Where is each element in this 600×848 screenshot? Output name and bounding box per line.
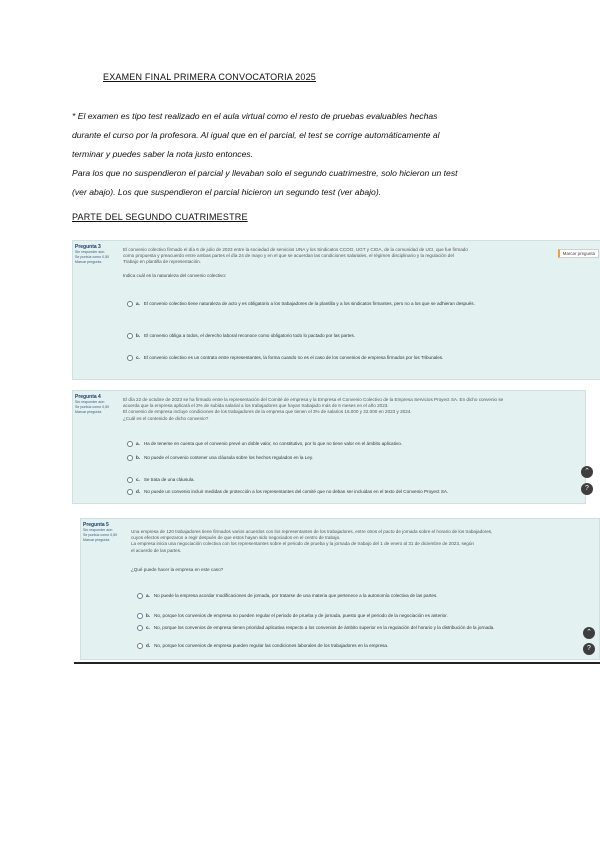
question-info <box>73 241 117 269</box>
question-prompt: Indica cuál es la naturaleza del convenio colectivo: <box>123 273 227 278</box>
help-button[interactable]: ? <box>583 643 595 655</box>
option-text: Ha de tenerse en cuenta que el convenio prevé un doble valor, no constitutivo, por lo que no tiene valor en el ámbito aplicativo. <box>143 441 403 447</box>
question-body <box>127 519 599 659</box>
flag-question-link[interactable]: Marcar pregunta <box>83 538 110 542</box>
stem-line: La empresa inicia una negociación colectiva con los representantes sobre el periodo de prueba y la jornada de trabajo del 1 de enero al 31 de diciembre de 2023, según <box>131 541 474 547</box>
stem-line: El día 22 de octubre de 2023 se ha firmado entre la representación del Comité de empresa y la Empresa el Convenio Colectivo de la Empresa Servicios Proyect SA. En dicho convenio se <box>123 397 504 402</box>
option-text: No puede el convenio contener una cláusula sobre los hechos regulados en la Ley. <box>144 455 314 461</box>
question-body <box>119 391 585 503</box>
question-card-5 <box>80 518 600 660</box>
question-status: Sin responder aún <box>83 528 113 532</box>
question-card-4 <box>72 390 590 504</box>
question-number: Pregunta 3 <box>75 244 101 250</box>
stem-line: El convenio colectivo firmado el día 6 de julio de 2023 entre la sociedad de servicios UNA y los Sindicatos CCOO, UGT y CIGA, de la comunidad de UCI, que fue firmado <box>123 247 468 252</box>
radio-button[interactable] <box>127 355 133 361</box>
answer-option-a[interactable] <box>127 301 587 307</box>
question-card-3 <box>72 240 600 380</box>
stem-line: como propuesta y preacuerdo entre ambas partes el día 24 de mayo y en el que se acuerdan las condiciones salariales, el régimen disciplinario y la regulación del <box>123 253 454 259</box>
answer-option-d[interactable] <box>137 643 587 649</box>
answer-option-a[interactable] <box>137 593 587 599</box>
option-text: No, porque los convenios de empresa pueden regular las condiciones laborales de los trabajadores en la empresa. <box>154 643 389 649</box>
answer-option-c[interactable] <box>137 625 587 631</box>
question-stem <box>123 247 523 266</box>
option-letter: a. <box>146 593 150 599</box>
answer-option-b[interactable] <box>137 613 587 619</box>
question-info <box>73 391 117 419</box>
question-score: Se puntúa como 0,50 <box>75 255 110 259</box>
intro-line: * El examen es tipo test realizado en el aula virtual como el resto de pruebas evaluables hechas <box>72 111 438 121</box>
stem-line: acuerda que la empresa aplicará el 3% de subida salarial a los trabajadores que hayan trabajado más de 6 meses en el año 2023. <box>123 403 389 409</box>
intro-line: (ver abajo). Los que suspendieron el parcial hicieron un segundo test (ver abajo). <box>72 187 382 197</box>
option-letter: d. <box>136 489 141 495</box>
flag-question-link[interactable]: Marcar pregunta <box>75 260 102 264</box>
question-stem <box>123 397 578 422</box>
question-number: Pregunta 5 <box>83 522 109 528</box>
option-letter: b. <box>146 613 151 619</box>
option-letter: c. <box>146 625 150 631</box>
flag-question-button[interactable]: Marcar pregunta <box>558 249 599 258</box>
option-text: No puede la empresa acordar modificaciones de jornada, por tratarse de una materia que pertenece a la autonomía colectiva de las partes. <box>153 593 438 599</box>
option-letter: b. <box>136 455 141 461</box>
question-prompt: ¿Qué puede hacer la empresa en este caso? <box>131 567 224 572</box>
scroll-up-button[interactable]: ⌃ <box>581 466 593 478</box>
intro-paragraph <box>72 107 532 202</box>
question-body <box>119 241 600 379</box>
radio-button[interactable] <box>137 625 143 631</box>
option-text: No puede un convenio incluir medidas de protección a los representantes del comité que no deban ser incluidas en el texto del Convenio Proyect SA. <box>144 489 449 495</box>
radio-button[interactable] <box>127 301 133 307</box>
option-letter: c. <box>136 355 140 361</box>
option-text: No, porque los convenios de empresa no pueden regular el periodo de prueba y de jornada, puesto que el periodo de la negociación es anterior. <box>154 613 448 619</box>
option-text: Se trata de una cláusula. <box>143 477 195 483</box>
radio-button[interactable] <box>127 489 133 495</box>
question-info <box>81 519 125 547</box>
intro-line: Para los que no suspendieron el parcial y llevaban solo el segundo cuatrimestre, solo hicieron un test <box>72 168 458 178</box>
option-letter: a. <box>136 301 140 307</box>
stem-line: Trabajo en plantilla de representación. <box>123 259 201 265</box>
radio-button[interactable] <box>137 613 143 619</box>
question-score: Se puntúa como 0,50 <box>83 533 118 537</box>
flag-question-link[interactable]: Marcar pregunta <box>75 410 102 414</box>
stem-line: El convenio de empresa incluye condiciones de los trabajadores de la empresa que tienen el 3% de salarios 16.000 y 32.000 en 2023 y 2024. <box>123 409 412 415</box>
answer-option-d[interactable] <box>127 489 567 495</box>
scroll-up-button[interactable]: ⌃ <box>583 627 595 639</box>
question-number: Pregunta 4 <box>75 394 101 400</box>
exam-title: EXAMEN FINAL PRIMERA CONVOCATORIA 2025 <box>103 72 316 82</box>
radio-button[interactable] <box>127 455 133 461</box>
answer-option-a[interactable] <box>127 441 567 447</box>
option-letter: b. <box>136 333 141 339</box>
option-letter: d. <box>146 643 151 649</box>
answer-option-b[interactable] <box>127 333 587 339</box>
option-text: El convenio obliga a todos, el derecho laboral reconoce como obligatorio todo lo pactado por las partes. <box>144 333 356 339</box>
intro-line: durante el curso por la profesora. Al igual que en el parcial, el test se corrige automáticamente al <box>72 130 440 140</box>
option-text: No, porque los convenios de empresa tienen prioridad aplicativa respecto a los convenios de ámbito superior en la regulación del horario y la distribución de la jornada. <box>153 625 495 631</box>
divider <box>74 662 600 664</box>
section-title: PARTE DEL SEGUNDO CUATRIMESTRE <box>72 212 248 222</box>
help-button[interactable]: ? <box>581 483 593 495</box>
option-letter: c. <box>136 477 140 483</box>
stem-line: Una empresa de 120 trabajadores tiene firmados varios acuerdos con los representantes de los trabajadores, entre otros el pacto de jornada sobre el horario de los trabajadores, <box>131 529 493 534</box>
radio-button[interactable] <box>127 333 133 339</box>
question-status: Sin responder aún <box>75 250 105 254</box>
answer-option-c[interactable] <box>127 477 567 483</box>
question-stem <box>131 529 586 554</box>
radio-button[interactable] <box>137 643 143 649</box>
stem-line: cuyos efectos empezaron a regir después de que estos hayan sido negociados en el centro de trabajo. <box>131 535 341 541</box>
option-text: El convenio colectivo es un contrato entre representantes, la forma cuando no es el caso de los convenios de empresa firmados por los Tribunales. <box>143 355 444 361</box>
radio-button[interactable] <box>127 477 133 483</box>
question-score: Se puntúa como 0,50 <box>75 405 110 409</box>
question-status: Sin responder aún <box>75 400 105 404</box>
option-letter: a. <box>136 441 140 447</box>
stem-line: el acuerdo de las partes. <box>131 547 182 553</box>
answer-option-b[interactable] <box>127 455 567 461</box>
radio-button[interactable] <box>127 441 133 447</box>
stem-line: ¿Cuál es el contenido de dicho convenio? <box>123 415 209 421</box>
radio-button[interactable] <box>137 593 143 599</box>
intro-line: terminar y puedes saber la nota justo entonces. <box>72 149 254 159</box>
option-text: El convenio colectivo tiene naturaleza de acto y es obligatorio a los trabajadores de la plantilla y a los sindicatos firmantes, pero no a los que se adhieran después. <box>143 301 475 307</box>
answer-option-c[interactable] <box>127 355 587 361</box>
